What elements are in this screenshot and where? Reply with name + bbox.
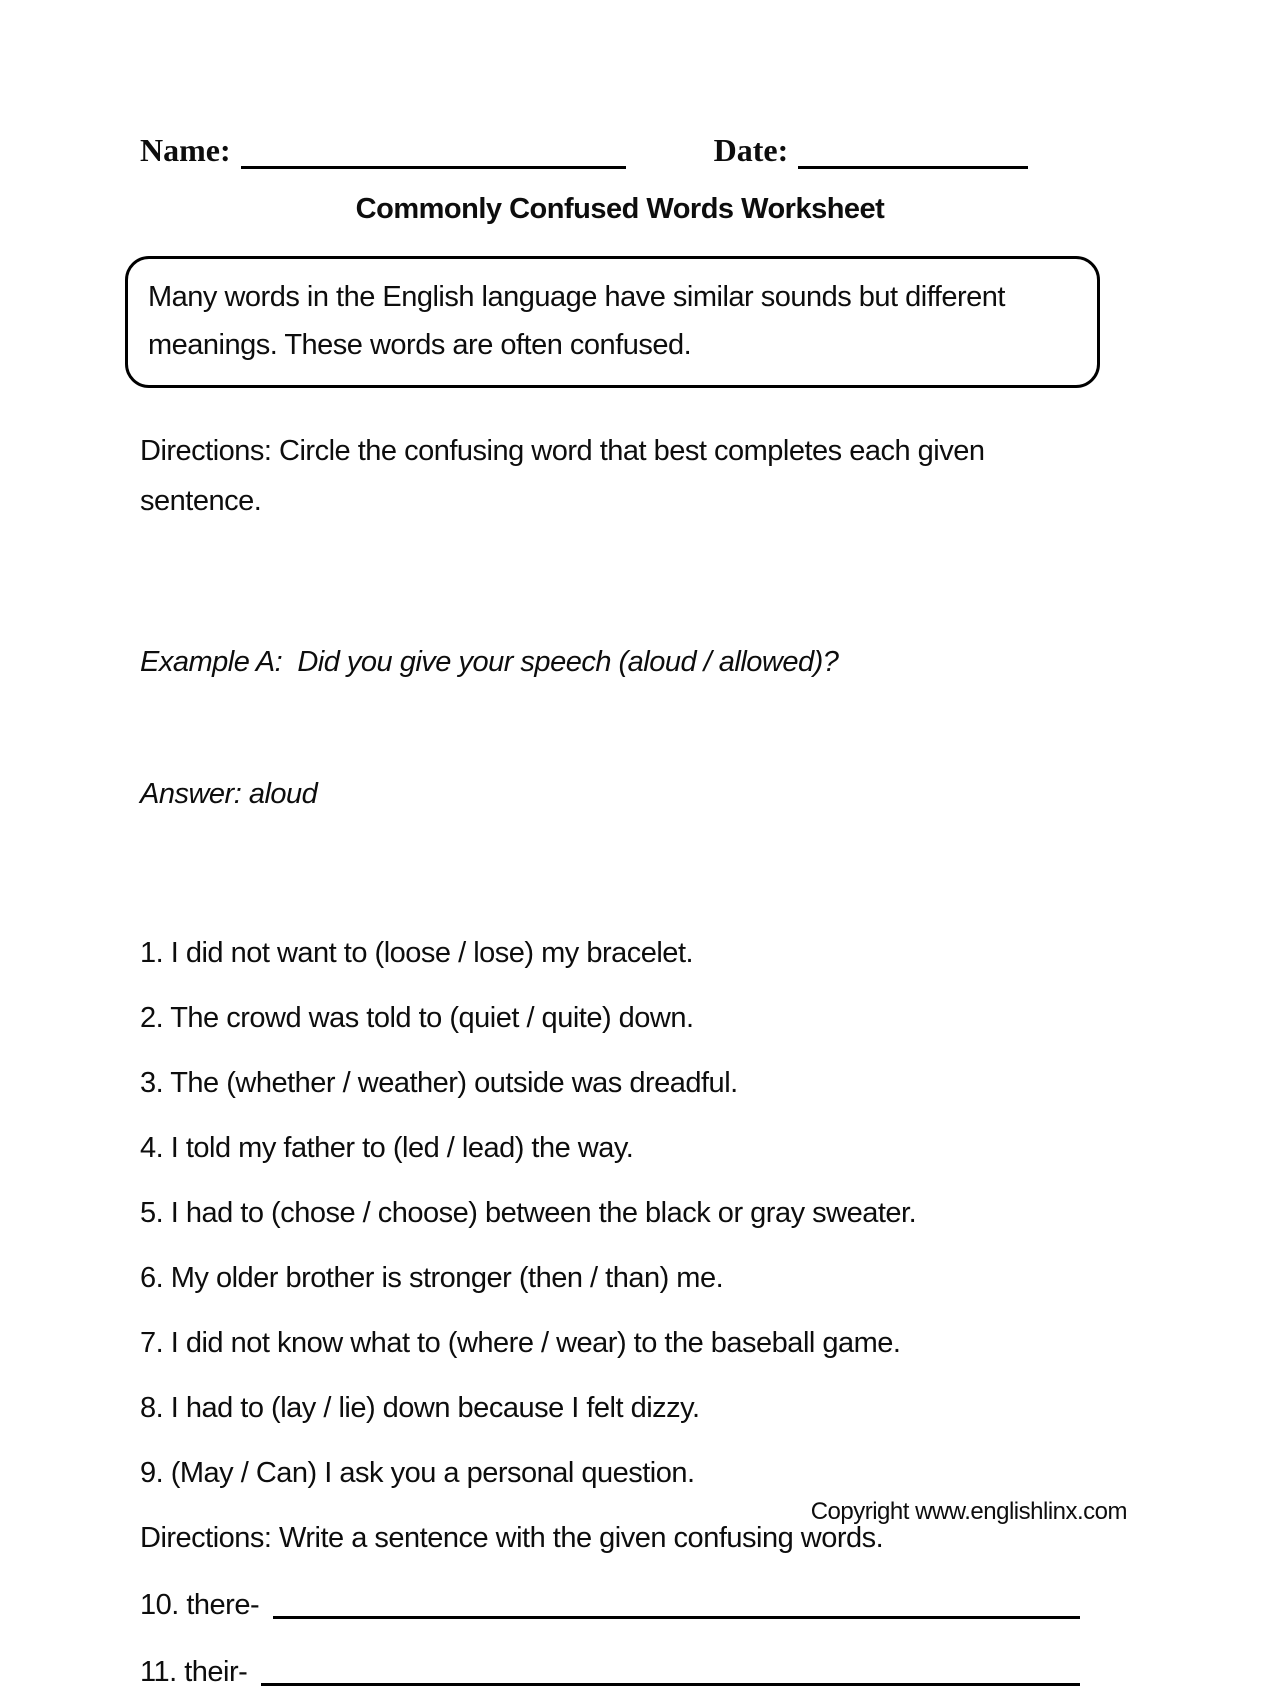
fill-label-there: 10. there- (140, 1589, 260, 1621)
fill-blank-line-11 (261, 1653, 1080, 1686)
question-8: 8. I had to (lay / lie) down because I felt dizzy. (140, 1392, 700, 1424)
question-2: 2. The crowd was told to (quiet / quite) down. (140, 1002, 694, 1034)
header-row (125, 130, 1115, 169)
question-7: 7. I did not know what to (where / wear) to the baseball game. (140, 1327, 901, 1359)
fill-label-their: 11. their- (140, 1656, 248, 1688)
copyright-notice: Copyright www.englishlinx.com (810, 1498, 1127, 1525)
directions-circle: Directions: Circle the confusing word that best completes each given sentence. (140, 435, 985, 517)
worksheet-content (125, 0, 1115, 1688)
fill-item-10 (140, 1586, 1115, 1621)
question-1: 1. I did not want to (loose / lose) my bracelet. (140, 937, 694, 969)
example-block (140, 552, 1115, 904)
question-3: 3. The (whether / weather) outside was dreadful. (140, 1067, 738, 1099)
question-9: 9. (May / Can) I ask you a personal question. (140, 1457, 695, 1489)
page-title: Commonly Confused Words Worksheet (355, 193, 885, 225)
example-prompt: Example A: Did you give your speech (aloud / allowed)? (140, 646, 839, 678)
name-label: Name: (140, 132, 231, 168)
date-label: Date: (713, 132, 789, 168)
directions-write: Directions: Write a sentence with the given confusing words. (140, 1522, 884, 1554)
question-4: 4. I told my father to (led / lead) the way. (140, 1132, 634, 1164)
question-6: 6. My older brother is stronger (then / than) me. (140, 1262, 724, 1294)
question-5: 5. I had to (chose / choose) between the black or gray sweater. (140, 1197, 917, 1229)
name-blank-line (241, 130, 626, 169)
fill-blank-line-10 (273, 1586, 1080, 1619)
intro-box: Many words in the English language have similar sounds but different meanings. These words are often confused. (125, 256, 1100, 388)
date-group (714, 130, 1029, 169)
example-answer: Answer: aloud (140, 778, 318, 810)
fill-item-11 (140, 1653, 1115, 1688)
date-blank-line (798, 130, 1028, 169)
